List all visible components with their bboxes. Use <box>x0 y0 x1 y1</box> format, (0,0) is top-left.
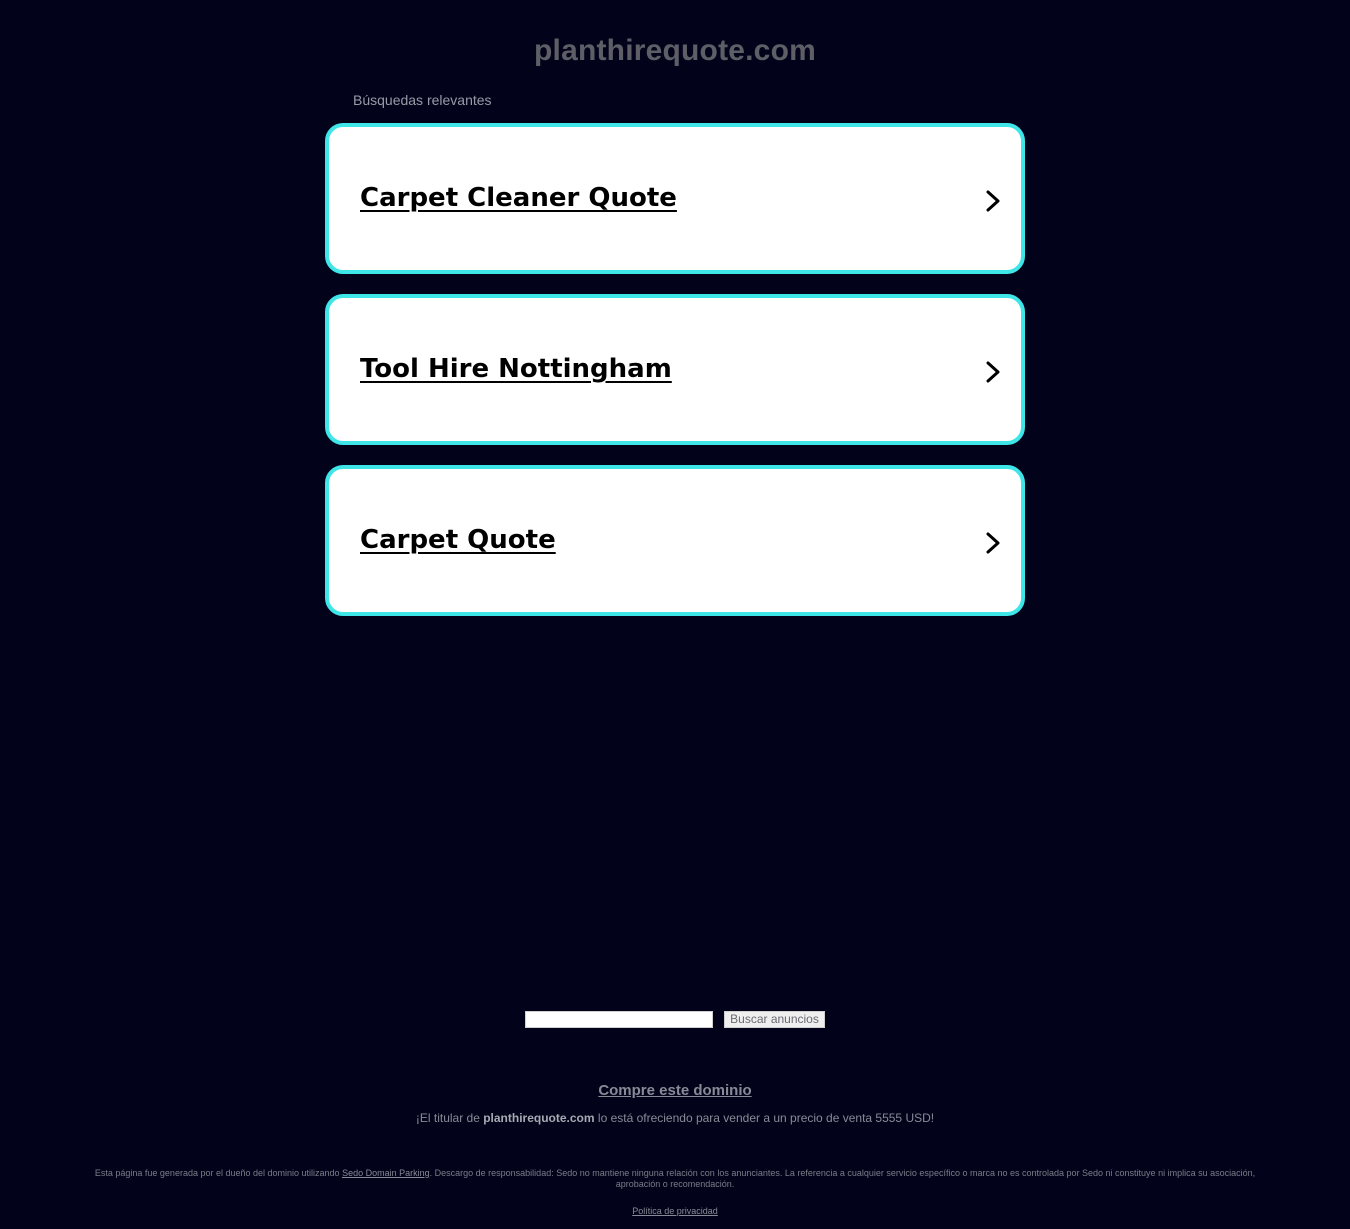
related-link-card[interactable] <box>325 123 1025 274</box>
buy-domain-link[interactable]: Compre este dominio <box>598 1082 752 1099</box>
sale-suffix: lo está ofreciendo para vender a un precio de venta 5555 USD! <box>594 1111 935 1125</box>
disclaimer-suffix: . Descargo de responsabilidad: Sedo no mantiene ninguna relación con los anunciantes. La referencia a cualquier servicio específico o marca no es controlada por Sedo ni constituye ni implica su asociación, aprobación o recomendación. <box>429 1168 1256 1189</box>
related-link-title[interactable]: Carpet Cleaner Quote <box>360 183 677 213</box>
privacy-section <box>0 1206 1350 1216</box>
search-ads-button[interactable]: Buscar anuncios <box>724 1011 825 1028</box>
related-link-card[interactable] <box>325 294 1025 445</box>
disclaimer-prefix: Esta página fue generada por el dueño del dominio utilizando <box>94 1168 343 1178</box>
chevron-right-icon <box>983 531 1003 555</box>
chevron-right-icon <box>983 360 1003 384</box>
chevron-right-icon <box>983 189 1003 213</box>
disclaimer <box>75 1168 1275 1190</box>
domain-title: planthirequote.com <box>534 34 816 67</box>
related-links-list <box>325 123 1025 636</box>
privacy-policy-link[interactable]: Política de privacidad <box>632 1206 718 1216</box>
search-input[interactable] <box>525 1011 713 1028</box>
related-link-title[interactable]: Tool Hire Nottingham <box>360 354 672 384</box>
sale-prefix: ¡El titular de <box>415 1111 484 1125</box>
sale-domain: planthirequote.com <box>483 1111 595 1125</box>
search-form <box>0 1011 1350 1028</box>
related-link-title[interactable]: Carpet Quote <box>360 525 556 555</box>
buy-domain-section <box>0 1082 1350 1100</box>
related-link-card[interactable] <box>325 465 1025 616</box>
sedo-parking-link[interactable]: Sedo Domain Parking <box>342 1168 430 1178</box>
sale-offer-text <box>0 1111 1350 1125</box>
related-searches-label: Búsquedas relevantes <box>353 92 492 108</box>
